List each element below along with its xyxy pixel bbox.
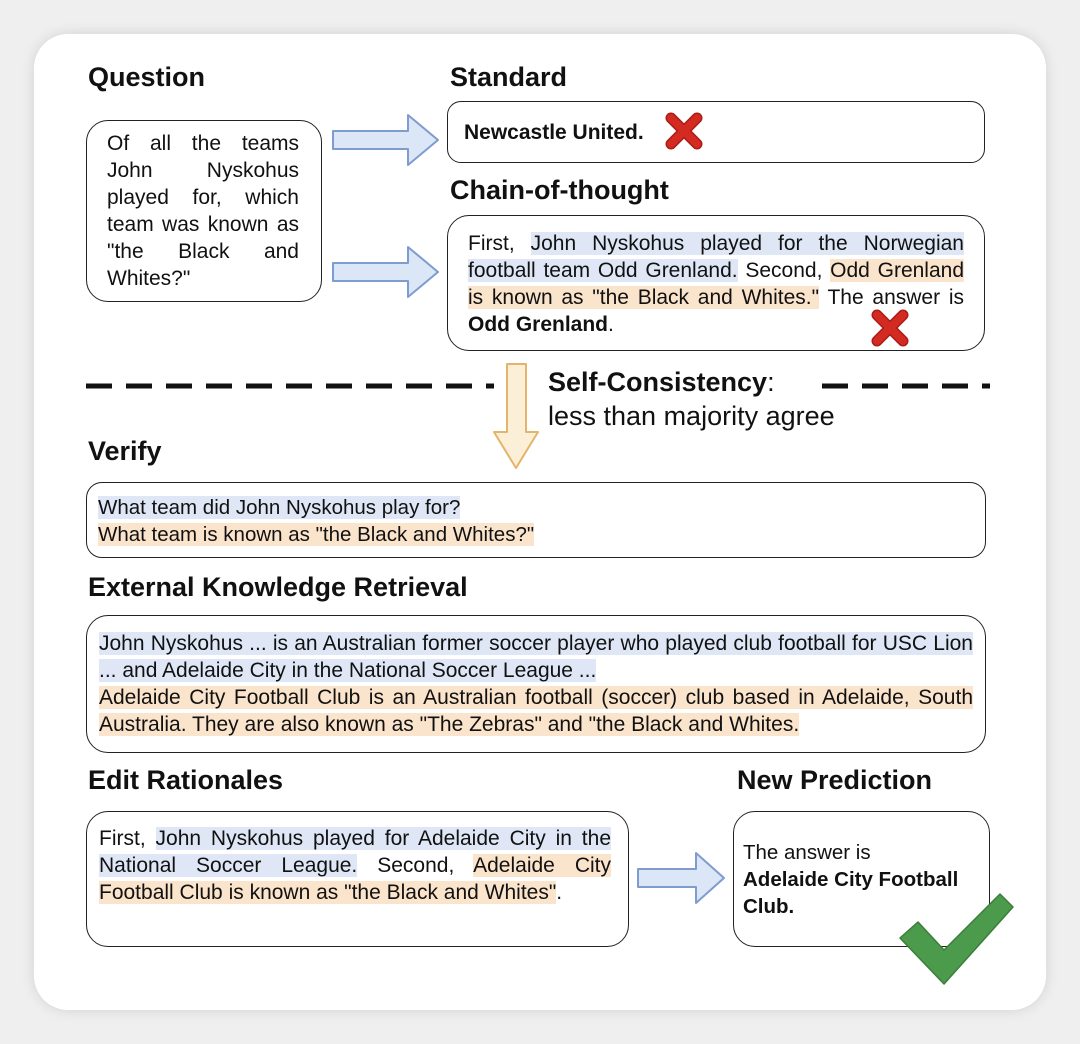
verify-question-1: What team did John Nyskohus play for? bbox=[98, 496, 461, 519]
edit-highlight-1: John Nyskohus played for Adelaide City in the National Soccer League. bbox=[99, 827, 611, 877]
newpred-heading: New Prediction bbox=[737, 765, 933, 795]
question-heading: Question bbox=[88, 62, 206, 92]
standard-heading: Standard bbox=[450, 62, 568, 92]
cot-suffix: The answer is bbox=[819, 286, 965, 309]
new-prediction-text: The answer is bbox=[743, 841, 871, 864]
standard-answer: Newcastle United. bbox=[464, 121, 644, 144]
ekr-heading: External Knowledge Retrieval bbox=[88, 572, 468, 602]
cot-highlight-1: John Nyskohus played for the Norwegian football team Odd Grenland. bbox=[468, 232, 964, 282]
new-prediction-box bbox=[733, 811, 990, 947]
cot-heading: Chain-of-thought bbox=[450, 175, 669, 205]
self-consistency-colon: : bbox=[767, 367, 775, 397]
new-prediction-answer: Adelaide City Football Club. bbox=[743, 868, 959, 918]
question-box bbox=[86, 120, 322, 302]
edit-box bbox=[86, 811, 629, 947]
edit-heading: Edit Rationales bbox=[88, 765, 284, 795]
cot-mid: Second, bbox=[737, 259, 831, 282]
ekr-passage-2: Adelaide City Football Club is an Australian football (soccer) club based in Adelaide, South Australia. They are also known as "The Zebras" and "the Black and Whites. bbox=[99, 686, 973, 736]
edit-highlight-2: Adelaide City Football Club is known as "the Black and Whites" bbox=[99, 854, 611, 904]
cot-prefix: First, bbox=[468, 232, 531, 255]
cot-highlight-2: Odd Grenland is known as "the Black and Whites." bbox=[468, 259, 965, 309]
question-text: Of all the teams John Nyskohus played for, which team was known as "the Black and Whites?" bbox=[107, 132, 299, 290]
edit-mid: Second, bbox=[357, 854, 474, 877]
self-consistency-title: Self-Consistency bbox=[548, 367, 768, 397]
edit-prefix: First, bbox=[99, 827, 156, 850]
self-consistency-label bbox=[548, 366, 775, 399]
verify-box bbox=[86, 482, 986, 558]
standard-box bbox=[447, 101, 985, 163]
verify-question-2: What team is known as "the Black and Whites?" bbox=[98, 523, 535, 546]
edit-end: . bbox=[556, 881, 563, 904]
cot-answer: Odd Grenland bbox=[468, 313, 609, 336]
verify-heading: Verify bbox=[88, 436, 162, 466]
cot-box bbox=[447, 215, 985, 351]
cot-end: . bbox=[608, 313, 614, 336]
self-consistency-subtext: less than majority agree bbox=[548, 401, 835, 431]
ekr-box bbox=[86, 615, 986, 753]
ekr-passage-1: John Nyskohus ... is an Australian former soccer player who played club football for USC Lion ... and Adelaide City in the National Soccer League ... bbox=[99, 632, 973, 682]
